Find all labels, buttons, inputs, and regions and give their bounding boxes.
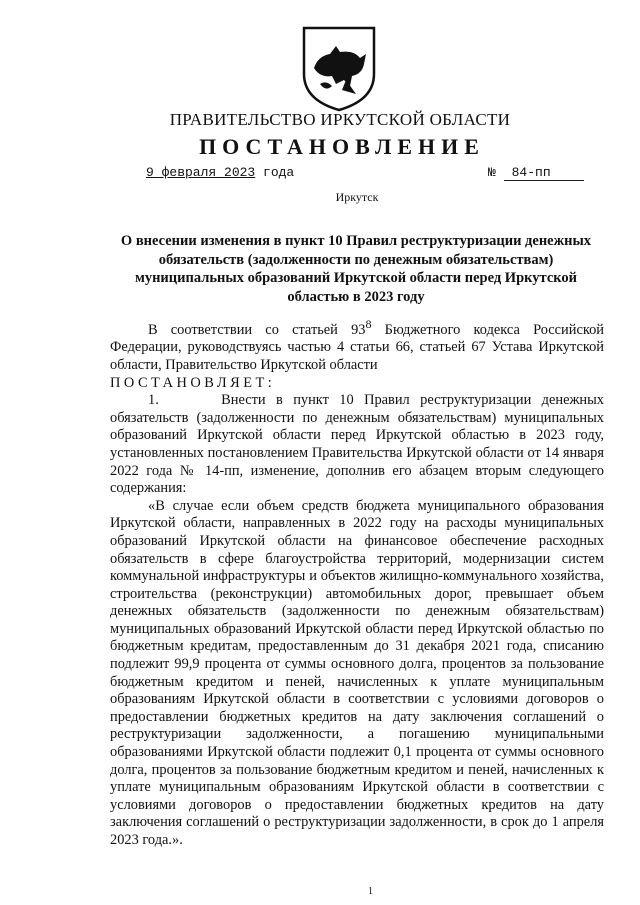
city: Иркутск [335, 190, 379, 204]
preamble-paragraph [110, 316, 604, 375]
article-superscript: 8 [365, 317, 372, 331]
document-type: ПОСТАНОВЛЕНИЕ [199, 134, 485, 159]
document-body [110, 316, 604, 850]
government-name: ПРАВИТЕЛЬСТВО ИРКУТСКОЙ ОБЛАСТИ [169, 110, 511, 129]
number-prefix: № [488, 165, 496, 180]
document-date [146, 165, 294, 180]
page-number: 1 [368, 886, 373, 897]
number-value: 84-пп [504, 165, 584, 181]
document-number [488, 165, 584, 181]
date-suffix: года [263, 165, 295, 180]
coat-of-arms-emblem [296, 22, 382, 114]
preamble-text-end: Бюджетного кодекса Российской Федерации, руководствуясь частью 4 статьи 66, статьей 67 Устава Иркутской области, Правительство Иркутской области [110, 321, 604, 373]
quoted-amendment-paragraph: «В случае если объем средств бюджета муниципального образования Иркутской области, направленных в 2022 году на расходы муниципальных образований Иркутской области на финансовое обеспечение расходных обязательств в сфере благоустройства территорий, модернизации систем коммунальной инфраструктуры и объектов жилищно-коммунального хозяйства, строительства (реконструкции) автомобильных дорог, превышает объем денежных обязательств (задолженности по денежным обязательствам) муниципальных образований Иркутской области перед Иркутской областью по бюджетным кредитам, предоставленным до 31 декабря 2021 года, списанию подлежит 99,9 процента от суммы основного долга, процентов за пользование бюджетным кредитом и пеней, начисленных к уплате муниципальным образованиям Иркутской области в соответствии с условиями договоров о предоставлении бюджетных кредитов на дату заключения соглашений о реструктуризации задолженности, а погашению муниципальными образованиями Иркутской области подлежит 0,1 процента от суммы основного долга, процентов за пользование бюджетным кредитом и пеней, начисленных к уплате муниципальным образованиям Иркутской области в соответствии с условиями договоров о предоставлении бюджетных кредитов на дату заключения соглашений о реструктуризации задолженности, в срок до 1 апреля 2023 года.». [110, 497, 604, 849]
document-title: О внесении изменения в пункт 10 Правил реструктуризации денежных обязательств (задолженности по денежным обязательствам) муниципальных образований Иркутской области перед Иркутской областью в 2023 году [120, 233, 592, 305]
resolves-heading: ПОСТАНОВЛЯЕТ: [110, 374, 276, 391]
item-1-paragraph: 1. Внести в пункт 10 Правил реструктуризации денежных обязательств (задолженности по денежным обязательствам) муниципальных образований Иркутской области перед Иркутской областью в 2023 году, установленных постановлением Правительства Иркутской области от 14 января 2022 года № 14-пп, изменение, дополнив его абзацем вторым следующего содержания: [110, 392, 604, 497]
preamble-text-start: В соответствии со статьей 93 [148, 321, 366, 338]
date-value: 9 февраля 2023 [146, 165, 256, 180]
